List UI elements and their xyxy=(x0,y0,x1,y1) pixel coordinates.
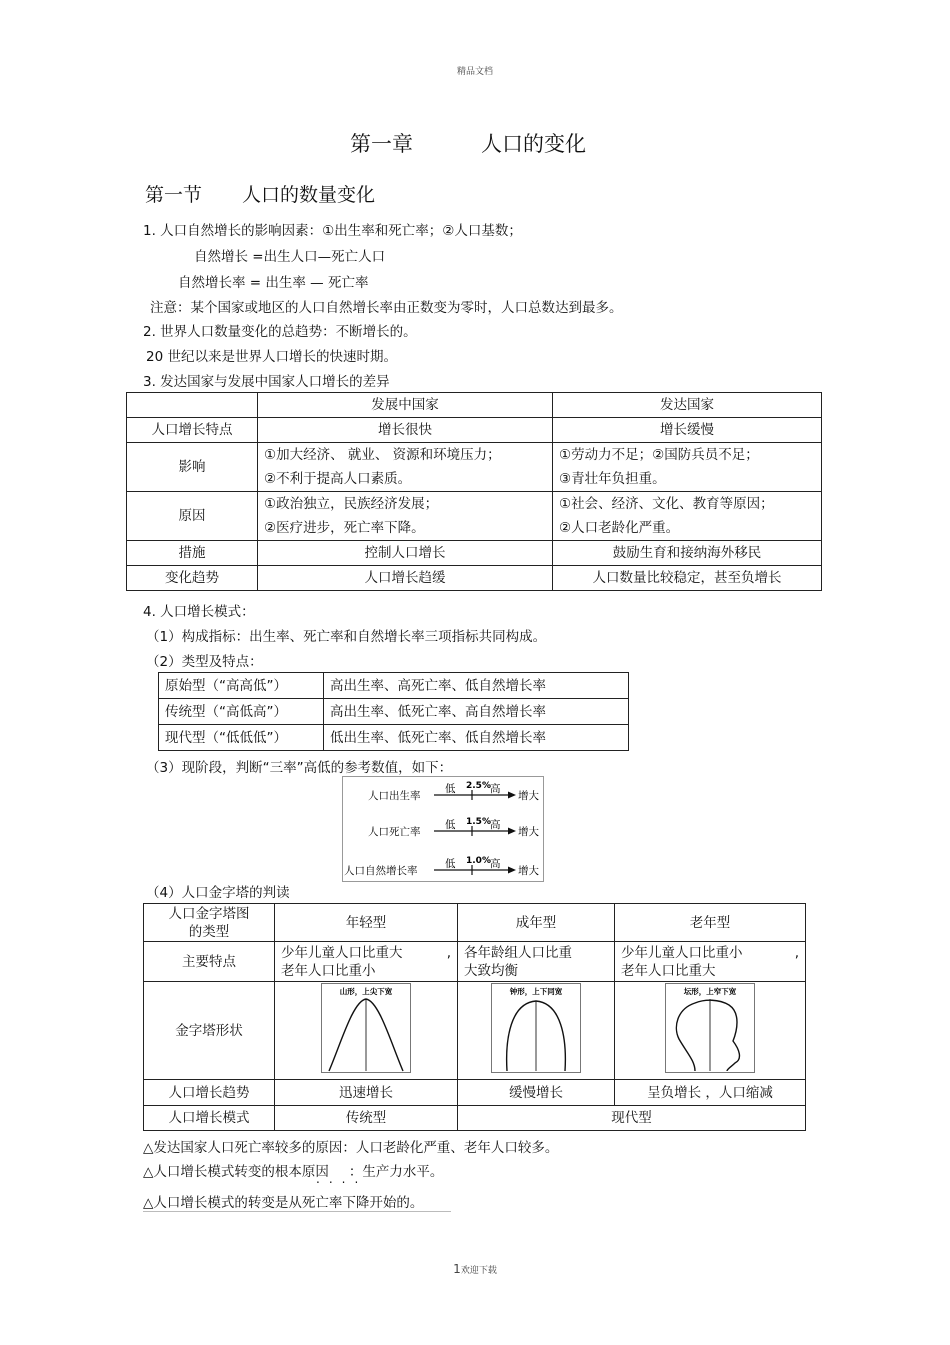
cell-text: 少年儿童人口比重小 xyxy=(621,944,743,961)
row-label: 原因 xyxy=(127,492,258,541)
table-cell xyxy=(275,942,458,982)
section-title xyxy=(145,180,375,207)
corner-cell xyxy=(144,904,275,942)
death-rate-scale xyxy=(368,817,539,838)
increase-label: 增大 xyxy=(518,826,539,838)
table-cell: 人口增长趋缓 xyxy=(258,566,553,591)
chapter-title xyxy=(0,128,936,158)
page-header: 精品文档 xyxy=(456,67,493,77)
low-label: 低 xyxy=(445,858,456,870)
cell-line: ②人口老龄化严重。 xyxy=(559,520,680,536)
cell-line: ②不利于提高人口素质。 xyxy=(264,471,412,487)
type-name: 传统型（“高低高”） xyxy=(159,699,324,725)
chapter-number: 第一章 xyxy=(350,132,413,156)
table-row xyxy=(144,942,806,982)
point-1-title: 1. 人口自然增长的影响因素：①出生率和死亡率；②人口基数； xyxy=(143,223,522,239)
pyramid-title: （4）人口金字塔的判读 xyxy=(146,885,290,901)
type-desc: 高出生率、低死亡率、高自然增长率 xyxy=(324,699,629,725)
table-cell: 控制人口增长 xyxy=(258,541,553,566)
cell-line: 大致均衡 xyxy=(464,962,518,979)
note-text: ：生产力水平。 xyxy=(348,1164,444,1180)
table-header: 发达国家 xyxy=(553,393,822,418)
scale-label: 人口自然增长率 xyxy=(344,865,418,877)
table-row xyxy=(127,566,822,591)
low-label: 低 xyxy=(445,783,456,795)
table-cell: 鼓励生育和接纳海外移民 xyxy=(553,541,822,566)
table-row xyxy=(127,541,822,566)
cell-line: 的类型 xyxy=(188,923,230,940)
table-cell xyxy=(275,982,458,1080)
natural-growth-formula: 自然增长 =出生人口—死亡人口 xyxy=(194,249,386,265)
table-cell: 增长很快 xyxy=(258,418,553,443)
table-cell xyxy=(127,393,258,418)
birth-rate-scale xyxy=(368,781,539,802)
mountain-pyramid-diagram xyxy=(321,983,411,1073)
cell-line: ②医疗进步，死亡率下降。 xyxy=(264,520,425,536)
table-row xyxy=(159,673,629,699)
table-cell xyxy=(258,443,553,492)
table-cell: 人口数量比较稳定，甚至负增长 xyxy=(553,566,822,591)
note-line: △人口增长模式的转变是从死亡率下降开始的。 xyxy=(143,1191,451,1212)
table-row xyxy=(159,725,629,751)
table-cell: 缓慢增长 xyxy=(458,1080,615,1106)
point-3-title: 3. 发达国家与发展中国家人口增长的差异 xyxy=(143,374,390,390)
row-label: 变化趋势 xyxy=(127,566,258,591)
high-label: 高 xyxy=(490,783,501,795)
row-label: 人口增长趋势 xyxy=(144,1080,275,1106)
cell-line: 少年儿童人口比重大 , xyxy=(281,944,451,961)
population-pyramid-table xyxy=(143,903,806,1131)
chapter-name: 人口的变化 xyxy=(481,132,586,156)
threshold-value: 1.5% xyxy=(466,817,491,827)
table-cell xyxy=(553,443,822,492)
note-text: △人口增长模式转变的根本原因 xyxy=(143,1164,329,1180)
cell-line: ③青壮年负担重。 xyxy=(559,471,666,487)
low-label: 低 xyxy=(445,819,456,831)
cell-text: 少年儿童人口比重大 xyxy=(281,944,403,961)
table-cell xyxy=(258,492,553,541)
scale-label: 人口出生率 xyxy=(368,790,421,802)
shape-caption: 坛形，上窄下宽 xyxy=(683,987,737,996)
indicators-text: （1）构成指标：出生率、死亡率和自然增长率三项指标共同构成。 xyxy=(146,629,547,645)
row-label: 措施 xyxy=(127,541,258,566)
natural-growth-rate-scale xyxy=(344,856,539,877)
growth-types-table xyxy=(158,672,629,751)
threshold-value: 1.0% xyxy=(466,856,491,866)
section-number: 第一节 xyxy=(145,184,203,206)
row-label: 主要特点 xyxy=(144,942,275,982)
table-header: 发展中国家 xyxy=(258,393,553,418)
shape-caption: 山形，上尖下宽 xyxy=(339,987,393,996)
types-title: （2）类型及特点： xyxy=(146,654,263,670)
three-rates-diagram xyxy=(342,776,544,882)
table-cell xyxy=(458,982,615,1080)
table-row xyxy=(144,1080,806,1106)
point-2-detail: 20 世纪以来是世界人口增长的快速时期。 xyxy=(146,349,397,365)
table-cell xyxy=(615,942,806,982)
cell-line: ①劳动力不足；②国防兵员不足； xyxy=(559,447,759,463)
cell-line: 各年龄组人口比重 xyxy=(464,944,572,961)
table-cell xyxy=(553,492,822,541)
table-row xyxy=(144,1106,806,1131)
point-4-title: 4. 人口增长模式： xyxy=(143,604,255,620)
row-label: 人口增长模式 xyxy=(144,1106,275,1131)
table-row xyxy=(127,492,822,541)
increase-label: 增大 xyxy=(518,865,539,877)
cell-line: 老年人口比重大 xyxy=(621,962,716,979)
table-row xyxy=(144,982,806,1080)
cell-line: 人口金字塔图 xyxy=(168,905,250,922)
row-label: 影响 xyxy=(127,443,258,492)
table-cell xyxy=(458,942,615,982)
note-line xyxy=(143,1160,443,1180)
note-line: △发达国家人口死亡率较多的原因：人口老龄化严重、老年人口较多。 xyxy=(143,1140,559,1156)
point-2-title: 2. 世界人口数量变化的总趋势：不断增长的。 xyxy=(143,324,417,340)
table-row xyxy=(127,418,822,443)
type-desc: 高出生率、高死亡率、低自然增长率 xyxy=(324,673,629,699)
row-label: 人口增长特点 xyxy=(127,418,258,443)
emphasis-dots: .... xyxy=(316,1172,368,1186)
growth-rate-formula: 自然增长率 = 出生率 — 死亡率 xyxy=(178,275,369,291)
high-label: 高 xyxy=(490,858,501,870)
table-row xyxy=(127,393,822,418)
table-cell: 迅速增长 xyxy=(275,1080,458,1106)
table-cell: 传统型 xyxy=(275,1106,458,1131)
type-name: 原始型（“高高低”） xyxy=(159,673,324,699)
page-footer xyxy=(0,1262,950,1276)
table-row xyxy=(144,904,806,942)
cell-line: ①加大经济、 就业、 资源和环境压力； xyxy=(264,447,501,463)
country-comparison-table xyxy=(126,392,822,591)
table-row xyxy=(127,443,822,492)
cell-line: 老年人口比重小 xyxy=(281,962,376,979)
note-text: 注意：某个国家或地区的人口自然增长率由正数变为零时，人口总数达到最多。 xyxy=(150,300,623,316)
bell-pyramid-diagram xyxy=(491,983,581,1073)
scale-label: 人口死亡率 xyxy=(368,826,421,838)
table-header: 老年型 xyxy=(615,904,806,942)
table-cell: 呈负增长 ，人口缩减 xyxy=(615,1080,806,1106)
cell-line: ①社会、经济、文化、教育等原因； xyxy=(559,496,774,512)
type-name: 现代型（“低低低”） xyxy=(159,725,324,751)
row-label: 金字塔形状 xyxy=(144,982,275,1080)
reference-values-title: （3）现阶段，判断“三率”高低的参考数值，如下： xyxy=(146,760,453,776)
cell-line: ①政治独立，民族经济发展； xyxy=(264,496,439,512)
page-number: 1 xyxy=(453,1262,461,1276)
urn-pyramid-diagram xyxy=(665,983,755,1073)
table-cell: 现代型 xyxy=(458,1106,806,1131)
table-header: 成年型 xyxy=(458,904,615,942)
shape-caption: 钟形，上下同宽 xyxy=(509,987,563,996)
section-name: 人口的数量变化 xyxy=(242,184,376,206)
cell-line: 少年儿童人口比重小 , xyxy=(621,944,799,961)
table-row xyxy=(159,699,629,725)
table-cell xyxy=(615,982,806,1080)
table-cell: 增长缓慢 xyxy=(553,418,822,443)
increase-label: 增大 xyxy=(518,790,539,802)
high-label: 高 xyxy=(490,819,501,831)
table-header: 年轻型 xyxy=(275,904,458,942)
type-desc: 低出生率、低死亡率、低自然增长率 xyxy=(324,725,629,751)
threshold-value: 2.5% xyxy=(466,781,491,791)
footer-text: 欢迎下载 xyxy=(460,1266,497,1276)
